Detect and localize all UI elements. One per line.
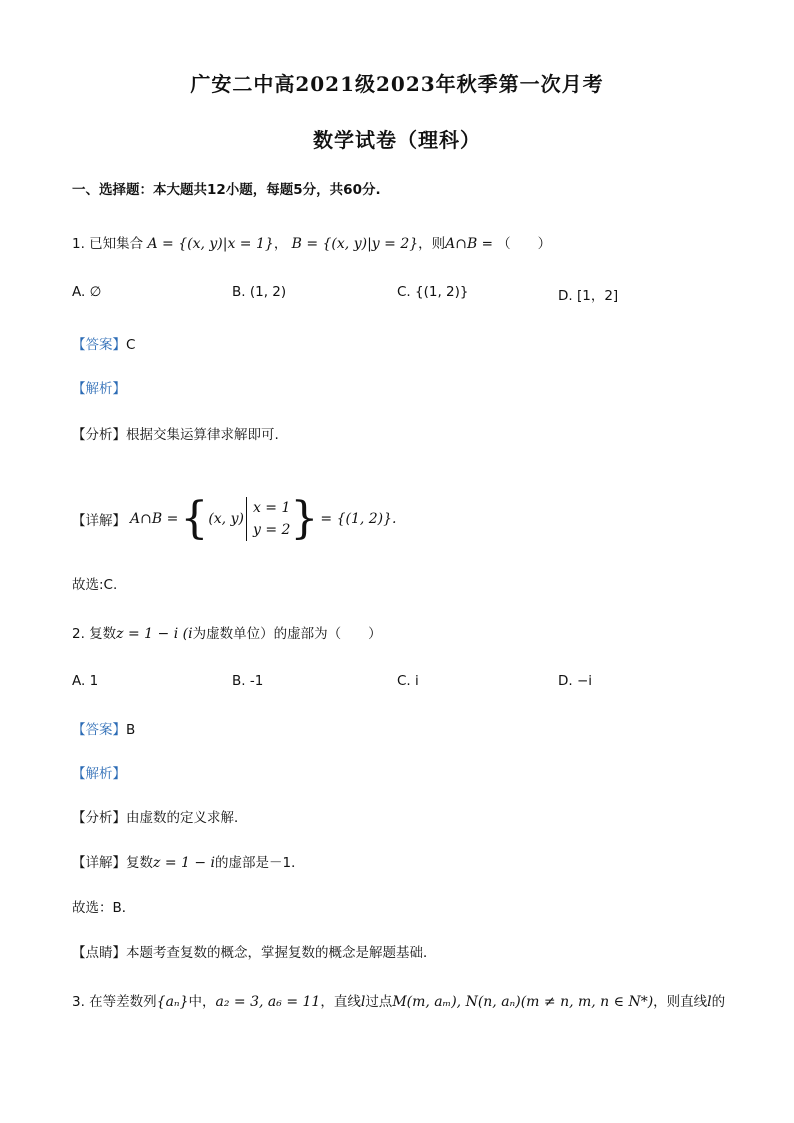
- q2-tail: 为虚数单位）的虚部为（ ）: [192, 626, 382, 642]
- detail-rhs: = {(1, 2)}.: [320, 511, 397, 527]
- q1-option-a: A. ∅: [72, 284, 102, 300]
- answer-tag: 【答案】: [72, 722, 126, 738]
- q1-blank: = （ ）: [481, 236, 552, 252]
- q1-option-c: C. {(1, 2)}: [397, 284, 469, 300]
- left-brace: {: [180, 493, 209, 544]
- question-1: [72, 232, 551, 252]
- q3-seq: {aₙ}: [156, 994, 189, 1010]
- q3-mid1: 中，: [188, 994, 216, 1010]
- q2-answer: [72, 718, 135, 738]
- detail-pre: 复数: [126, 855, 153, 871]
- q2-analysis: [72, 806, 248, 826]
- q1-option-d: D. [1，2]: [558, 288, 619, 304]
- q1-set-b: B = {(x, y)|y = 2}: [291, 236, 419, 252]
- q2-detail: [72, 851, 305, 871]
- q3-prefix: 3. 在等差数列: [72, 994, 157, 1010]
- analysis-text: 由虚数的定义求解．: [126, 810, 248, 826]
- analysis-tag: 【分析】: [72, 427, 126, 443]
- comment-text: 本题考查复数的概念，掌握复数的概念是解题基础．: [126, 945, 437, 961]
- question-2: [72, 622, 382, 642]
- detail-tag: 【详解】: [72, 855, 126, 871]
- q2-option-a: A. 1: [72, 673, 99, 689]
- detail-lhs: A∩B =: [130, 511, 179, 527]
- q1-tail: ，则: [418, 236, 446, 252]
- right-brace: }: [290, 493, 319, 544]
- equation-row-2: y = 2: [252, 522, 291, 538]
- answer-value: B: [126, 722, 136, 738]
- q3-tail2: 的: [711, 994, 726, 1010]
- q3-mid3: 过点: [365, 994, 393, 1010]
- page-subtitle: 数学试卷（理科）: [313, 128, 481, 152]
- q1-expr: A∩B: [445, 236, 478, 252]
- comment-tag: 【点睛】: [72, 945, 126, 961]
- detail-expr: z = 1 − i: [153, 855, 216, 871]
- equation-row-1: x = 1: [252, 500, 291, 516]
- page-title: 广安二中高2021级2023年秋季第一次月考: [190, 72, 604, 96]
- detail-tag: 【详解】: [72, 513, 126, 529]
- q3-cond: a₂ = 3, a₆ = 11: [215, 994, 321, 1010]
- q1-jiexi: 【解析】: [72, 381, 126, 397]
- q2-option-c: C. i: [397, 673, 419, 689]
- q3-mid2: ，直线: [320, 994, 361, 1010]
- q3-tail: ，则直线: [653, 994, 708, 1010]
- q2-option-b: B. -1: [232, 673, 264, 689]
- q2-prefix: 2. 复数: [72, 626, 117, 642]
- q1-option-b: B. (1, 2): [232, 284, 287, 300]
- q3-cond2: (m ≠ n, m, n ∈ N*): [520, 994, 654, 1010]
- q1-comma: ，: [273, 236, 288, 252]
- q1-set-a: A = {(x, y)|x = 1}: [147, 236, 274, 252]
- q3-line-l: l: [360, 994, 366, 1010]
- q2-option-d: D. −i: [558, 673, 593, 689]
- q2-jiexi: 【解析】: [72, 766, 126, 782]
- q2-expr: z = 1 − i (i: [116, 626, 193, 642]
- q1-answer: [72, 333, 135, 353]
- q1-choose: 故选:C.: [72, 577, 118, 593]
- analysis-text: 根据交集运算律求解即可.: [126, 427, 279, 443]
- q3-line-l2: l: [707, 994, 712, 1010]
- detail-xy: (x, y): [208, 511, 244, 527]
- analysis-tag: 【分析】: [72, 810, 126, 826]
- detail-post: 的虚部是－1．: [215, 855, 305, 871]
- q1-prefix: 1. 已知集合: [72, 236, 144, 252]
- answer-value: C: [126, 337, 136, 353]
- q1-detail: [72, 494, 397, 544]
- q2-comment: [72, 941, 437, 961]
- system-of-equations: [246, 497, 290, 541]
- q1-analysis: [72, 423, 279, 443]
- q3-points: M(m, aₘ), N(n, aₙ): [392, 994, 521, 1010]
- question-3: [72, 990, 725, 1010]
- answer-tag: 【答案】: [72, 337, 126, 353]
- q2-choose: 故选：B．: [72, 900, 136, 916]
- section-heading: 一、选择题：本大题共12小题，每题5分，共60分.: [72, 182, 381, 198]
